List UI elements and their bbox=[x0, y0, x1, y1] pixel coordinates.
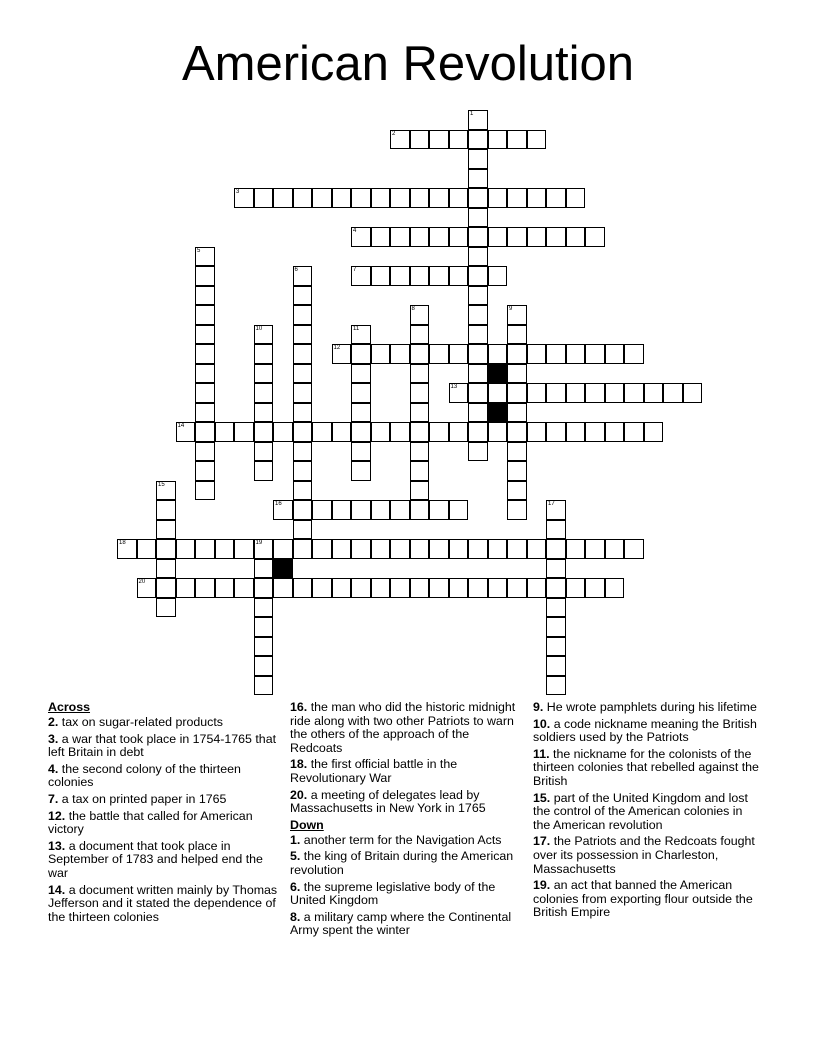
grid-cell[interactable] bbox=[449, 539, 469, 559]
grid-cell[interactable] bbox=[468, 578, 488, 598]
grid-cell[interactable] bbox=[117, 539, 137, 559]
clue-number: 4 bbox=[353, 228, 357, 234]
grid-cell[interactable] bbox=[429, 422, 449, 442]
grid-cell[interactable] bbox=[488, 539, 508, 559]
clue-down-11: 11. the nickname for the colonists of the thirteen colonies that rebelled against the British bbox=[533, 746, 759, 788]
grid-cell[interactable] bbox=[293, 500, 313, 520]
grid-cell[interactable] bbox=[293, 266, 313, 286]
clue-number: 10 bbox=[255, 325, 263, 332]
grid-cell[interactable] bbox=[254, 442, 274, 462]
grid-cell[interactable] bbox=[488, 227, 508, 247]
grid-cell[interactable] bbox=[195, 481, 215, 501]
grid-cell[interactable] bbox=[332, 422, 352, 442]
grid-cell[interactable] bbox=[507, 442, 527, 462]
clue-down-15: 15. part of the United Kingdom and lost the control of the American colonies in the American revolution bbox=[533, 790, 748, 832]
grid-cell[interactable] bbox=[449, 188, 469, 208]
grid-cell[interactable] bbox=[254, 422, 274, 442]
grid-cell[interactable] bbox=[449, 266, 469, 286]
grid-cell[interactable] bbox=[429, 227, 449, 247]
grid-cell[interactable] bbox=[546, 520, 566, 540]
clue-number: 20 bbox=[138, 579, 146, 585]
grid-cell[interactable] bbox=[507, 344, 527, 364]
clue-number: 13 bbox=[450, 384, 458, 390]
grid-cell[interactable] bbox=[410, 442, 430, 462]
grid-cell[interactable] bbox=[507, 364, 527, 384]
clue-across-4: 4. the second colony of the thirteen colonies bbox=[48, 761, 241, 790]
grid-cell[interactable] bbox=[546, 676, 566, 696]
clue-down-10: 10. a code nickname meaning the British soldiers used by the Patriots bbox=[533, 716, 757, 745]
grid-cell[interactable] bbox=[468, 188, 488, 208]
grid-cell[interactable] bbox=[429, 539, 449, 559]
grid-cell[interactable] bbox=[507, 403, 527, 423]
grid-cell[interactable] bbox=[449, 344, 469, 364]
grid-cell[interactable] bbox=[254, 188, 274, 208]
grid-cell[interactable] bbox=[351, 539, 371, 559]
grid-cell[interactable] bbox=[254, 559, 274, 579]
clue-number: 9 bbox=[509, 306, 513, 312]
grid-cell[interactable] bbox=[410, 422, 430, 442]
grid-cell[interactable] bbox=[332, 578, 352, 598]
grid-cell[interactable] bbox=[468, 442, 488, 462]
grid-cell[interactable] bbox=[351, 364, 371, 384]
clue-number: 15 bbox=[158, 481, 165, 488]
grid-cell[interactable] bbox=[156, 500, 176, 520]
grid-cell[interactable] bbox=[156, 520, 176, 540]
clue-down-19: 19. an act that banned the American colonies from exporting flour outside the British Empire bbox=[533, 878, 753, 920]
grid-cell[interactable] bbox=[390, 539, 410, 559]
grid-cell[interactable] bbox=[585, 422, 605, 442]
grid-cell[interactable] bbox=[293, 305, 313, 325]
grid-cell[interactable] bbox=[156, 578, 176, 598]
grid-cell[interactable] bbox=[254, 539, 274, 559]
grid-cell[interactable] bbox=[312, 578, 332, 598]
grid-cell[interactable] bbox=[312, 422, 332, 442]
grid-cell[interactable] bbox=[390, 578, 410, 598]
grid-cell[interactable] bbox=[254, 403, 274, 423]
grid-cell[interactable] bbox=[254, 656, 274, 676]
grid-cell[interactable] bbox=[546, 617, 566, 637]
grid-cell[interactable] bbox=[254, 461, 274, 481]
grid-cell[interactable] bbox=[468, 110, 488, 130]
grid-cell[interactable] bbox=[429, 130, 449, 150]
clue-down-8: 8. a military camp where the Continental Army spent the winter bbox=[290, 909, 512, 938]
grid-cell[interactable] bbox=[488, 344, 508, 364]
grid-cell[interactable] bbox=[468, 208, 488, 228]
grid-cell[interactable] bbox=[410, 325, 430, 345]
grid-cell[interactable] bbox=[605, 578, 625, 598]
grid-cell[interactable] bbox=[156, 559, 176, 579]
grid-cell[interactable] bbox=[585, 227, 605, 247]
grid-cell[interactable] bbox=[429, 500, 449, 520]
grid-cell[interactable] bbox=[644, 422, 664, 442]
grid-cell[interactable] bbox=[254, 364, 274, 384]
grid-cell[interactable] bbox=[254, 598, 274, 618]
grid-cell[interactable] bbox=[254, 344, 274, 364]
grid-cell[interactable] bbox=[351, 422, 371, 442]
grid-cell[interactable] bbox=[293, 364, 313, 384]
grid-cell[interactable] bbox=[507, 500, 527, 520]
grid-cell[interactable] bbox=[137, 539, 157, 559]
grid-cell[interactable] bbox=[351, 461, 371, 481]
clue-number: 8 bbox=[411, 306, 415, 312]
grid-cell[interactable] bbox=[449, 383, 469, 403]
clue-number: 16 bbox=[275, 501, 282, 507]
grid-cell[interactable] bbox=[527, 188, 547, 208]
grid-cell[interactable] bbox=[273, 539, 293, 559]
grid-cell[interactable] bbox=[429, 344, 449, 364]
grid-cell[interactable] bbox=[195, 442, 215, 462]
grid-cell[interactable] bbox=[390, 130, 410, 150]
clue-number: 7 bbox=[353, 267, 357, 273]
grid-cell[interactable] bbox=[507, 130, 527, 150]
grid-cell[interactable] bbox=[176, 422, 196, 442]
grid-cell[interactable] bbox=[156, 598, 176, 618]
grid-cell[interactable] bbox=[273, 188, 293, 208]
grid-cell[interactable] bbox=[449, 422, 469, 442]
grid-cell[interactable] bbox=[429, 578, 449, 598]
clue-down-9: 9. He wrote pamphlets during his lifetime bbox=[533, 700, 757, 714]
grid-cell[interactable] bbox=[488, 266, 508, 286]
grid-cell[interactable] bbox=[449, 227, 469, 247]
grid-cell[interactable] bbox=[624, 539, 644, 559]
grid-cell[interactable] bbox=[468, 286, 488, 306]
grid-cell[interactable] bbox=[468, 149, 488, 169]
grid-cell[interactable] bbox=[566, 227, 586, 247]
grid-cell[interactable] bbox=[468, 247, 488, 267]
clue-across-7: 7. a tax on printed paper in 1765 bbox=[48, 792, 227, 807]
clue-number: 12 bbox=[333, 345, 341, 351]
grid-cell[interactable] bbox=[546, 598, 566, 618]
grid-cell[interactable] bbox=[390, 227, 410, 247]
black-cell bbox=[488, 403, 508, 423]
grid-cell[interactable] bbox=[507, 305, 527, 325]
grid-cell[interactable] bbox=[527, 539, 547, 559]
grid-cell[interactable] bbox=[195, 403, 215, 423]
grid-cell[interactable] bbox=[195, 305, 215, 325]
grid-cell[interactable] bbox=[176, 539, 196, 559]
grid-cell[interactable] bbox=[195, 286, 215, 306]
grid-cell[interactable] bbox=[624, 383, 644, 403]
clue-across-13: 13. a document that took place in September of 1783 and helped end the war bbox=[48, 838, 263, 881]
grid-cell[interactable] bbox=[351, 227, 371, 247]
grid-cell[interactable] bbox=[371, 266, 391, 286]
grid-cell[interactable] bbox=[332, 539, 352, 559]
grid-cell[interactable] bbox=[195, 539, 215, 559]
grid-cell[interactable] bbox=[293, 286, 313, 306]
grid-cell[interactable] bbox=[644, 383, 664, 403]
grid-cell[interactable] bbox=[390, 500, 410, 520]
grid-cell[interactable] bbox=[527, 422, 547, 442]
grid-cell[interactable] bbox=[215, 422, 235, 442]
clue-down-5: 5. the king of Britain during the American revolution bbox=[290, 849, 514, 878]
grid-cell[interactable] bbox=[527, 578, 547, 598]
grid-cell[interactable] bbox=[566, 422, 586, 442]
clue-down-17: 17. the Patriots and the Redcoats fought over its possession in Charleston, Massachusetts bbox=[533, 834, 755, 876]
grid-cell[interactable] bbox=[624, 422, 644, 442]
grid-cell[interactable] bbox=[312, 188, 332, 208]
grid-cell[interactable] bbox=[293, 520, 313, 540]
grid-cell[interactable] bbox=[527, 130, 547, 150]
grid-cell[interactable] bbox=[507, 578, 527, 598]
grid-cell[interactable] bbox=[234, 539, 254, 559]
grid-cell[interactable] bbox=[293, 188, 313, 208]
grid-cell[interactable] bbox=[410, 578, 430, 598]
clue-number: 1 bbox=[470, 111, 474, 117]
grid-cell[interactable] bbox=[488, 188, 508, 208]
black-cell bbox=[488, 364, 508, 384]
grid-cell[interactable] bbox=[507, 383, 527, 403]
grid-cell[interactable] bbox=[351, 500, 371, 520]
grid-cell[interactable] bbox=[390, 422, 410, 442]
grid-cell[interactable] bbox=[468, 325, 488, 345]
grid-cell[interactable] bbox=[351, 383, 371, 403]
grid-cell[interactable] bbox=[585, 539, 605, 559]
grid-cell[interactable] bbox=[195, 461, 215, 481]
down-heading: Down bbox=[290, 817, 324, 832]
grid-cell[interactable] bbox=[371, 422, 391, 442]
grid-cell[interactable] bbox=[488, 578, 508, 598]
grid-cell[interactable] bbox=[468, 422, 488, 442]
grid-cell[interactable] bbox=[293, 539, 313, 559]
grid-cell[interactable] bbox=[507, 461, 527, 481]
grid-cell[interactable] bbox=[254, 637, 274, 657]
grid-cell[interactable] bbox=[429, 266, 449, 286]
clue-across-12: 12. the battle that called for American victory bbox=[48, 808, 253, 837]
grid-cell[interactable] bbox=[488, 130, 508, 150]
clue-across-2: 2. tax on sugar-related products bbox=[48, 715, 223, 730]
across-heading: Across bbox=[48, 700, 91, 714]
clue-number: 19 bbox=[255, 540, 263, 546]
clue-down-1: 1. another term for the Navigation Acts bbox=[290, 832, 502, 847]
grid-cell[interactable] bbox=[527, 227, 547, 247]
grid-cell[interactable] bbox=[566, 188, 586, 208]
grid-cell[interactable] bbox=[546, 188, 566, 208]
grid-cell[interactable] bbox=[254, 325, 274, 345]
grid-cell[interactable] bbox=[332, 188, 352, 208]
grid-cell[interactable] bbox=[234, 422, 254, 442]
grid-cell[interactable] bbox=[156, 481, 176, 501]
grid-cell[interactable] bbox=[351, 344, 371, 364]
grid-cell[interactable] bbox=[546, 578, 566, 598]
grid-cell[interactable] bbox=[546, 500, 566, 520]
clue-across-20: 20. a meeting of delegates lead by Massachusetts in New York in 1765 bbox=[290, 787, 486, 816]
clue-down-6: 6. the supreme legislative body of the United Kingdom bbox=[290, 879, 496, 908]
grid-cell[interactable] bbox=[293, 481, 313, 501]
clue-number: 17 bbox=[548, 501, 555, 507]
grid-cell[interactable] bbox=[410, 188, 430, 208]
grid-cell[interactable] bbox=[390, 344, 410, 364]
clue-number: 18 bbox=[119, 540, 126, 546]
grid-cell[interactable] bbox=[566, 539, 586, 559]
grid-cell[interactable] bbox=[410, 500, 430, 520]
grid-cell[interactable] bbox=[546, 344, 566, 364]
grid-cell[interactable] bbox=[351, 403, 371, 423]
puzzle-title: American Revolution bbox=[181, 37, 635, 91]
grid-cell[interactable] bbox=[468, 305, 488, 325]
grid-cell[interactable] bbox=[468, 539, 488, 559]
grid-cell[interactable] bbox=[215, 539, 235, 559]
grid-cell[interactable] bbox=[507, 325, 527, 345]
grid-cell[interactable] bbox=[566, 344, 586, 364]
grid-cell[interactable] bbox=[605, 383, 625, 403]
grid-cell[interactable] bbox=[546, 637, 566, 657]
grid-cell[interactable] bbox=[410, 305, 430, 325]
clue-column-2 bbox=[290, 701, 520, 941]
grid-cell[interactable] bbox=[468, 266, 488, 286]
grid-cell[interactable] bbox=[293, 578, 313, 598]
grid-cell[interactable] bbox=[390, 188, 410, 208]
grid-cell[interactable] bbox=[332, 344, 352, 364]
grid-cell[interactable] bbox=[273, 578, 293, 598]
grid-cell[interactable] bbox=[273, 500, 293, 520]
grid-cell[interactable] bbox=[351, 442, 371, 462]
grid-cell[interactable] bbox=[449, 130, 469, 150]
grid-cell[interactable] bbox=[507, 481, 527, 501]
grid-cell[interactable] bbox=[449, 578, 469, 598]
grid-cell[interactable] bbox=[176, 578, 196, 598]
clue-across-3: 3. a war that took place in 1754-1765 that left Britain in debt bbox=[48, 731, 277, 760]
grid-cell[interactable] bbox=[312, 500, 332, 520]
grid-cell[interactable] bbox=[390, 266, 410, 286]
grid-cell[interactable] bbox=[566, 578, 586, 598]
grid-cell[interactable] bbox=[293, 344, 313, 364]
grid-cell[interactable] bbox=[351, 188, 371, 208]
grid-cell[interactable] bbox=[585, 344, 605, 364]
grid-cell[interactable] bbox=[254, 383, 274, 403]
grid-cell[interactable] bbox=[566, 383, 586, 403]
grid-cell[interactable] bbox=[410, 383, 430, 403]
grid-cell[interactable] bbox=[273, 422, 293, 442]
grid-cell[interactable] bbox=[507, 188, 527, 208]
grid-cell[interactable] bbox=[195, 578, 215, 598]
grid-cell[interactable] bbox=[507, 227, 527, 247]
grid-cell[interactable] bbox=[293, 461, 313, 481]
clue-number: 3 bbox=[236, 189, 240, 195]
clue-number: 14 bbox=[177, 423, 185, 429]
grid-cell[interactable] bbox=[371, 344, 391, 364]
grid-cell[interactable] bbox=[137, 578, 157, 598]
grid-cell[interactable] bbox=[468, 227, 488, 247]
grid-cell[interactable] bbox=[605, 344, 625, 364]
grid-cell[interactable] bbox=[449, 500, 469, 520]
grid-cell[interactable] bbox=[254, 578, 274, 598]
grid-cell[interactable] bbox=[605, 539, 625, 559]
grid-cell[interactable] bbox=[585, 383, 605, 403]
grid-cell[interactable] bbox=[195, 364, 215, 384]
clue-column-3 bbox=[533, 701, 763, 923]
grid-cell[interactable] bbox=[468, 383, 488, 403]
grid-cell[interactable] bbox=[293, 325, 313, 345]
grid-cell[interactable] bbox=[371, 500, 391, 520]
grid-cell[interactable] bbox=[546, 656, 566, 676]
grid-cell[interactable] bbox=[410, 130, 430, 150]
grid-cell[interactable] bbox=[488, 422, 508, 442]
grid-cell[interactable] bbox=[195, 266, 215, 286]
grid-cell[interactable] bbox=[410, 461, 430, 481]
clue-across-16: 16. the man who did the historic midnight ride along with two other Patriots to warn the others of the approach of the Redcoats bbox=[290, 700, 516, 755]
grid-cell[interactable] bbox=[195, 383, 215, 403]
grid-cell[interactable] bbox=[293, 442, 313, 462]
grid-cell[interactable] bbox=[410, 403, 430, 423]
grid-cell[interactable] bbox=[234, 578, 254, 598]
clue-number: 11 bbox=[353, 325, 360, 332]
grid-cell[interactable] bbox=[468, 344, 488, 364]
grid-cell[interactable] bbox=[546, 539, 566, 559]
grid-cell[interactable] bbox=[254, 676, 274, 696]
clue-number: 2 bbox=[392, 130, 396, 137]
grid-cell[interactable] bbox=[156, 539, 176, 559]
grid-cell[interactable] bbox=[546, 227, 566, 247]
grid-cell[interactable] bbox=[410, 344, 430, 364]
grid-cell[interactable] bbox=[410, 266, 430, 286]
grid-cell[interactable] bbox=[585, 578, 605, 598]
grid-cell[interactable] bbox=[546, 422, 566, 442]
grid-cell[interactable] bbox=[546, 383, 566, 403]
grid-cell[interactable] bbox=[234, 188, 254, 208]
clue-column-1 bbox=[48, 701, 278, 927]
grid-cell[interactable] bbox=[507, 422, 527, 442]
grid-cell[interactable] bbox=[410, 364, 430, 384]
grid-cell[interactable] bbox=[468, 403, 488, 423]
grid-cell[interactable] bbox=[371, 188, 391, 208]
grid-cell[interactable] bbox=[371, 578, 391, 598]
grid-cell[interactable] bbox=[371, 227, 391, 247]
grid-cell[interactable] bbox=[195, 344, 215, 364]
clue-number: 5 bbox=[197, 247, 201, 254]
grid-cell[interactable] bbox=[371, 539, 391, 559]
grid-cell[interactable] bbox=[215, 578, 235, 598]
grid-cell[interactable] bbox=[254, 617, 274, 637]
clue-across-14: 14. a document written mainly by Thomas Jefferson and it stated the dependence of the thirteen colonies bbox=[48, 882, 278, 924]
grid-cell[interactable] bbox=[293, 403, 313, 423]
grid-cell[interactable] bbox=[488, 383, 508, 403]
grid-cell[interactable] bbox=[293, 383, 313, 403]
grid-cell[interactable] bbox=[410, 227, 430, 247]
grid-cell[interactable] bbox=[468, 130, 488, 150]
clue-across-18: 18. the first official battle in the Revolutionary War bbox=[290, 757, 458, 785]
grid-cell[interactable] bbox=[195, 247, 215, 267]
grid-cell[interactable] bbox=[351, 266, 371, 286]
grid-cell[interactable] bbox=[312, 539, 332, 559]
grid-cell[interactable] bbox=[429, 188, 449, 208]
grid-cell[interactable] bbox=[468, 364, 488, 384]
grid-cell[interactable] bbox=[683, 383, 703, 403]
clue-number: 6 bbox=[294, 267, 298, 273]
grid-cell[interactable] bbox=[507, 539, 527, 559]
black-cell bbox=[273, 559, 293, 579]
grid-cell[interactable] bbox=[663, 383, 683, 403]
grid-cell[interactable] bbox=[195, 422, 215, 442]
grid-cell[interactable] bbox=[410, 481, 430, 501]
grid-cell[interactable] bbox=[605, 422, 625, 442]
grid-cell[interactable] bbox=[351, 578, 371, 598]
grid-cell[interactable] bbox=[351, 325, 371, 345]
grid-cell[interactable] bbox=[527, 344, 547, 364]
grid-cell[interactable] bbox=[468, 169, 488, 189]
grid-cell[interactable] bbox=[293, 422, 313, 442]
grid-cell[interactable] bbox=[195, 325, 215, 345]
grid-cell[interactable] bbox=[527, 383, 547, 403]
grid-cell[interactable] bbox=[624, 344, 644, 364]
grid-cell[interactable] bbox=[410, 539, 430, 559]
grid-cell[interactable] bbox=[546, 559, 566, 579]
grid-cell[interactable] bbox=[332, 500, 352, 520]
